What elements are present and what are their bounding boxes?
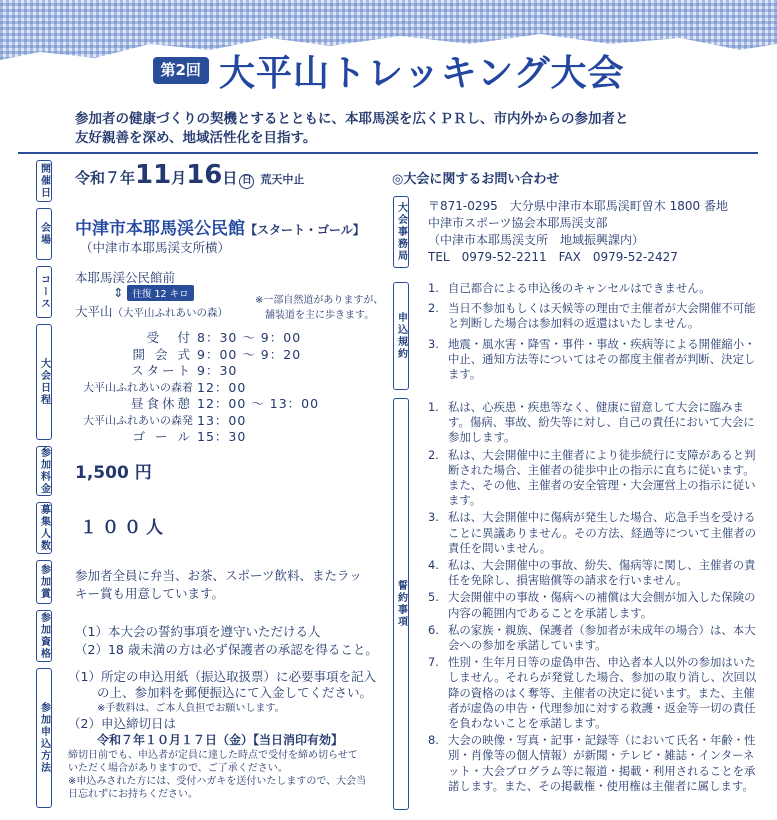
item-number: 3.: [428, 336, 439, 351]
schedule-time: 12：00 〜 13：00: [197, 396, 320, 411]
date-era: 令和７年: [75, 169, 136, 187]
venue-sub: （中津市本耶馬渓支所横）: [80, 240, 231, 255]
item-number: 5.: [428, 590, 439, 605]
venue-title: 中津市本耶馬渓公民館: [75, 219, 245, 239]
venue-name: [75, 214, 365, 239]
contact-block: [428, 198, 728, 266]
course-end-sub: （大平山ふれあいの森）: [112, 307, 229, 319]
fee-value: 1,500 円: [75, 463, 152, 483]
schedule-label: スタート: [130, 363, 193, 378]
item-number: 6.: [428, 622, 439, 637]
course-end-name: 大平山: [75, 304, 113, 319]
intro-line: 友好親善を深め、地域活性化を目指す。: [75, 130, 317, 146]
course-note: [255, 291, 383, 321]
course-start: 本耶馬渓公民館前: [75, 270, 176, 285]
label-venue: 会場: [36, 208, 52, 260]
item-number: 2.: [428, 301, 439, 316]
item-text: 私は、大会開催中に傷病が発生した場合、応急手当を受けることに異議ありません。その方法、経過等について主催者の責任を問いません。: [448, 510, 757, 555]
apply-fee-note: ※手数料は、ご本人負担でお願いします。: [97, 703, 285, 714]
item-text: 地震・風水害・降雪・事件・事故・疾病等による開催縮小・中止、通知方法等についてはその都度主催者が判断、決定します。: [448, 336, 756, 382]
date-month-unit: 月: [171, 169, 187, 187]
intro-text: [75, 110, 725, 148]
course-end: [75, 302, 228, 320]
venue-tag: 【スタート・ゴール】: [245, 223, 365, 237]
schedule-row: [75, 429, 325, 446]
apply-item-cont: の上、参加料を郵便振込にて入金してください。: [97, 685, 373, 700]
rules-list: [428, 281, 762, 387]
schedule-row: [75, 413, 325, 430]
item-text: 当日不参加もしくは天候等の理由で主催者が大会開催不可能と判断した場合は参加料の返還はいたしません。: [448, 301, 756, 331]
pledges-item: [428, 510, 762, 556]
edition-badge: 第2回: [153, 57, 209, 84]
apply-note-line: いただく場合がありますので、ご了承ください。: [68, 763, 288, 774]
contact-org: 中津市スポーツ協会本耶馬渓支部: [428, 216, 608, 230]
item-number: 2.: [428, 447, 439, 462]
item-text: 私は、大会開催中の事故、紛失、傷病等に関し、主催者の責任を免除し、損害賠償等の請求を行いません。: [448, 558, 756, 588]
capacity-value: １００人: [80, 518, 168, 538]
schedule-label: 大平山ふれあいの森着: [83, 380, 193, 394]
schedule-row: [75, 347, 325, 364]
contact-address: 〒871-0295 大分県中津市本耶馬渓町曽木 1800 番地: [428, 199, 728, 213]
pledges-item: [428, 400, 762, 446]
prize-line: 参加者全員に弁当、お茶、スポーツ飲料、またラッ: [75, 568, 362, 583]
label-office: 大会事務局: [393, 196, 409, 268]
contact-dept: （中津市本耶馬渓支所 地域振興課内）: [428, 233, 645, 247]
schedule-label: 大平山ふれあいの森発: [83, 413, 193, 427]
item-number: 1.: [428, 281, 439, 295]
item-number: 8.: [428, 733, 439, 748]
date-month: 11: [135, 160, 172, 190]
item-number: 4.: [428, 558, 439, 573]
label-eligibility: 参加資格: [36, 610, 52, 662]
label-apply: 参加申込方法: [36, 668, 52, 808]
schedule-time: 9：00 〜 9：20: [197, 346, 302, 362]
apply-note-line: 日忘れずにお持ちください。: [68, 789, 198, 800]
schedule-time: 15：30: [197, 429, 247, 444]
intro-line: 参加者の健康づくりの契機とするとともに、本耶馬渓を広くＰＲし、市内外からの参加者と: [75, 111, 629, 127]
schedule-time: 8：30 〜 9：00: [197, 330, 302, 345]
divider: [18, 152, 758, 154]
schedule-row: [75, 330, 325, 347]
item-text: 性別・生年月日等の虚偽申告、申込者本人以外の参加はいたしません。それらが発覚した場合、参加の取り消し、次回以降の資格のはく奪等、主催者の決定に従います。また、主催者が虚偽の申告・代理参加に対する救護・返金等一切の責任を負わないことを承諾します。: [448, 655, 757, 731]
course-note-line: 舗装道を主に歩きます。: [265, 310, 375, 321]
event-title: 大平山トレッキング大会: [218, 52, 625, 94]
contact-phone: TEL 0979-52-2211 FAX 0979-52-2427: [428, 250, 678, 264]
date-day-unit: 日: [222, 169, 238, 187]
event-date: [75, 160, 304, 190]
contact-heading: ◎大会に関するお問い合わせ: [392, 172, 560, 187]
up-down-arrow-icon: ⇕: [113, 285, 124, 300]
rules-item: [428, 301, 762, 331]
rules-item: [428, 337, 762, 383]
schedule-label: ゴ ー ル: [132, 429, 193, 444]
schedule-time: 13：00: [197, 412, 247, 428]
item-number: 1.: [428, 400, 439, 414]
apply-item: （2）申込締切日は: [68, 716, 176, 731]
apply-deadline: 令和７年１０月１７日（金）【当日消印有効】: [97, 733, 344, 747]
schedule-list: [75, 330, 325, 446]
eligibility-item: （2）18 歳未満の方は必ず保護者の承認を得ること。: [75, 642, 378, 657]
label-prize: 参加賞: [36, 560, 52, 604]
course-note-line: ※一部自然道がありますが、: [255, 295, 384, 306]
label-schedule: 大会日程: [36, 324, 52, 440]
schedule-row: [75, 396, 325, 413]
pledges-item: [428, 623, 762, 653]
prize-line: キー賞も用意しています。: [75, 586, 225, 601]
schedule-time: 9：30: [197, 363, 238, 378]
schedule-label: 受 付: [146, 330, 193, 345]
apply-note-line: 締切日前でも、申込者が定員に達した時点で受付を締め切らせて: [68, 750, 358, 761]
pledges-item: [428, 558, 762, 588]
label-date: 開催日: [36, 160, 52, 202]
label-course: コース: [36, 266, 52, 318]
schedule-row: [75, 363, 325, 380]
schedule-row: [75, 380, 325, 397]
item-text: 私は、心疾患・疾患等なく、健康に留意して大会に臨みます。傷病、事故、紛失等に対し、自己の責任において大会に参加します。: [448, 400, 755, 445]
schedule-label: 開 会 式: [132, 346, 193, 362]
rain-note: 荒天中止: [260, 173, 305, 186]
schedule-label: 昼食休憩: [130, 396, 193, 411]
item-text: 大会の映像・写真・記事・記録等（において氏名・年齢・性別・肖像等の個人情報）が新聞・テレビ・雑誌・インターネット・大会プログラム等に報道・掲載・利用されることを承諾します。また、その掲載権・使用権は主催者に属します。: [448, 733, 756, 793]
apply-notes: [68, 749, 366, 801]
item-text: 私は、大会開催中に主催者により徒歩続行に支障があると判断された場合、主催者の徒歩中止の指示に直ちに従います。また、その他、主催者の安全管理・大会運営上の指示に従います。: [448, 447, 756, 508]
item-text: 自己都合による申込後のキャンセルはできません。: [448, 281, 711, 295]
apply-note-line: ※申込みされた方には、受付ハガキを送付いたしますので、大会当: [68, 776, 367, 787]
date-day: 16: [186, 160, 223, 190]
pledges-item: [428, 655, 762, 731]
title-row: [0, 40, 777, 100]
pledges-item: [428, 733, 762, 794]
label-fee: 参加料金: [36, 446, 52, 496]
label-capacity: 募集人数: [36, 502, 52, 554]
pledge-list: [428, 400, 762, 796]
label-pledge: 誓約事項: [393, 398, 409, 810]
item-text: 大会開催中の事故・傷病への補償は大会側が加入した保険の内容の範囲内であることを承諾します。: [448, 590, 756, 620]
item-number: 3.: [428, 510, 439, 525]
eligibility-item: （1）本大会の誓約事項を遵守いただける人: [75, 624, 321, 639]
item-text: 私の家族・親族、保護者（参加者が未成年の場合）は、本大会への参加を承諾しています。: [448, 622, 756, 653]
item-number: 7.: [428, 655, 439, 670]
distance-pill: 往復 12 キロ: [127, 285, 193, 301]
course-arrow-row: [113, 285, 194, 301]
apply-item: （1）所定の申込用紙（振込取扱票）に必要事項を記入: [68, 669, 376, 684]
pledges-item: [428, 448, 762, 509]
pledges-item: [428, 590, 762, 620]
label-rules: 申込規約: [393, 282, 409, 390]
rules-item: [428, 281, 762, 296]
weekday-badge: 日: [239, 174, 254, 189]
schedule-time: 12：00: [197, 379, 247, 395]
